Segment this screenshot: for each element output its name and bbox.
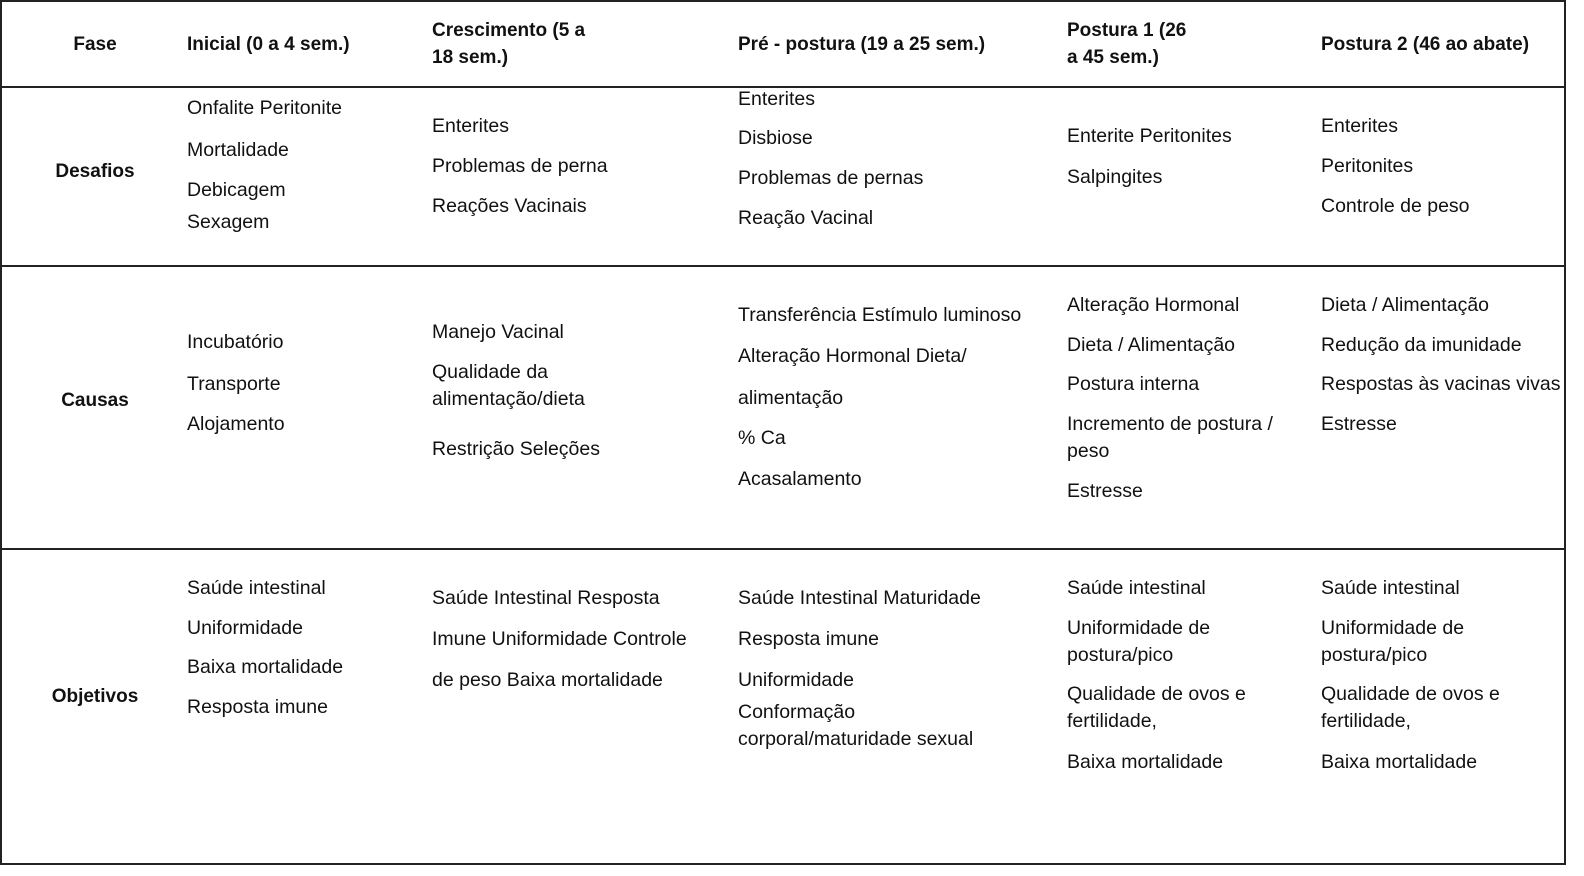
cell-text: Saúde intestinal [187,577,326,599]
cell-text: Peritonites [1321,155,1414,177]
cell-text: Baixa mortalidade [1321,751,1478,773]
header-postura2: Postura 2 (46 ao abate) [1321,34,1530,55]
cell-text: Enterites [432,115,509,137]
cell-text: Saúde Intestinal Maturidade [738,587,981,609]
cell-text: Disbiose [738,127,813,149]
cell-text: Transporte [187,373,281,395]
cell-text: Enterites [738,88,815,110]
cell-text: Resposta imune [738,628,879,650]
cell-text: Uniformidade de [1321,617,1465,639]
cell-text: % Ca [738,427,786,449]
cell-text: Problemas de pernas [738,167,924,189]
cell-text: fertilidade, [1321,710,1411,732]
header-crescimento-line2: 18 sem.) [432,47,509,68]
cell-text: Qualidade de ovos e [1321,683,1500,705]
cell-text: Manejo Vacinal [432,321,564,343]
header-fase: Fase [73,34,117,55]
cell-text: Saúde intestinal [1321,577,1460,599]
cell-text: Debicagem [187,179,286,201]
cell-text: Dieta / Alimentação [1067,334,1236,356]
cell-text: Reações Vacinais [432,195,587,217]
row-divider [2,548,1564,550]
cell-text: Incubatório [187,331,284,353]
cell-text: peso [1067,440,1110,462]
cell-text: Imune Uniformidade Controle [432,628,687,650]
cell-text: Controle de peso [1321,195,1470,217]
cell-text: Transferência Estímulo luminoso [738,304,1022,326]
cell-text: Estresse [1067,480,1143,502]
cell-text: Dieta / Alimentação [1321,294,1490,316]
cell-text: Reação Vacinal [738,207,874,229]
cell-text: postura/pico [1321,644,1428,666]
header-crescimento-line1: Crescimento (5 a [432,20,586,41]
cell-text: Enterites [1321,115,1398,137]
cell-text: Uniformidade de [1067,617,1211,639]
cell-text: Conformação [738,701,856,723]
cell-text: Uniformidade [738,669,854,691]
cell-text: Qualidade da [432,361,549,383]
cell-text: Uniformidade [187,617,303,639]
cell-text: corporal/maturidade sexual [738,728,974,750]
cell-text: Saúde intestinal [1067,577,1206,599]
cell-text: alimentação [738,387,844,409]
cell-text: Incremento de postura / [1067,413,1273,435]
cell-text: Alojamento [187,413,285,435]
cell-text: Baixa mortalidade [1067,751,1224,773]
cell-text: Resposta imune [187,696,328,718]
cell-text: Salpingites [1067,166,1163,188]
cell-text: Problemas de perna [432,155,608,177]
row-label-objetivos: Objetivos [51,686,139,707]
cell-text: Alteração Hormonal Dieta/ [738,345,967,367]
cell-text: Sexagem [187,211,270,233]
cell-text: Mortalidade [187,139,289,161]
header-pre-postura: Pré - postura (19 a 25 sem.) [738,34,986,55]
cell-text: Respostas às vacinas vivas [1321,373,1561,395]
cell-text: Onfalite Peritonite [187,97,343,119]
header-postura1-line1: Postura 1 (26 [1067,20,1187,41]
cell-text: alimentação/dieta [432,388,585,410]
cell-text: Qualidade de ovos e [1067,683,1246,705]
cell-text: Acasalamento [738,468,862,490]
cell-text: Saúde Intestinal Resposta [432,587,660,609]
cell-text: fertilidade, [1067,710,1157,732]
cell-text: Estresse [1321,413,1397,435]
cell-text: Alteração Hormonal [1067,294,1240,316]
cell-text: Restrição Seleções [432,438,600,460]
row-label-desafios: Desafios [55,161,135,182]
row-label-causas: Causas [61,390,129,411]
cell-text: de peso Baixa mortalidade [432,669,663,691]
cell-text: Redução da imunidade [1321,334,1522,356]
row-divider [2,265,1564,267]
header-inicial: Inicial (0 a 4 sem.) [187,34,350,55]
cell-text: Postura interna [1067,373,1200,395]
cell-text: Baixa mortalidade [187,656,344,678]
header-postura1-line2: a 45 sem.) [1067,47,1159,68]
cell-text: postura/pico [1067,644,1174,666]
cell-text: Enterite Peritonites [1067,125,1232,147]
